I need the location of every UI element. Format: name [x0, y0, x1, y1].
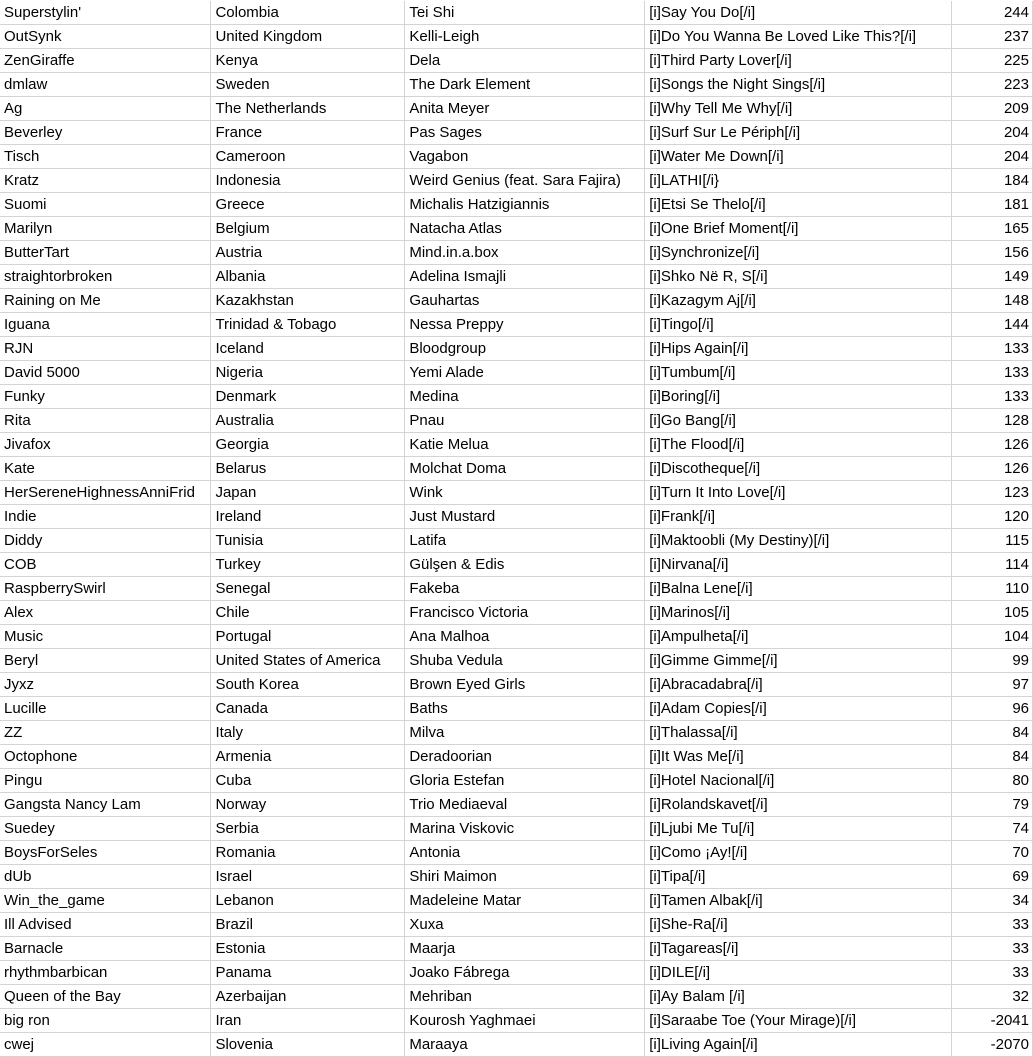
points-cell[interactable]: 144	[952, 313, 1033, 337]
table-row	[0, 49, 1033, 73]
song-cell[interactable]: [i]Surf Sur Le Périph[/i]	[645, 121, 952, 145]
table-row	[0, 337, 1033, 361]
artist-cell[interactable]: Mind.in.a.box	[405, 241, 645, 265]
artist-cell[interactable]: Tei Shi	[405, 1, 645, 25]
points-cell[interactable]: 225	[952, 49, 1033, 73]
country-cell[interactable]: Canada	[211, 697, 405, 721]
country-cell[interactable]: South Korea	[211, 673, 405, 697]
artist-cell[interactable]: Shuba Vedula	[405, 649, 645, 673]
country-cell[interactable]: United Kingdom	[211, 25, 405, 49]
table-row	[0, 649, 1033, 673]
points-cell[interactable]: 133	[952, 385, 1033, 409]
user-cell[interactable]: Tisch	[0, 145, 211, 169]
table-row	[0, 841, 1033, 865]
country-cell[interactable]: Tunisia	[211, 529, 405, 553]
table-row	[0, 889, 1033, 913]
points-cell[interactable]: 80	[952, 769, 1033, 793]
user-cell[interactable]: Indie	[0, 505, 211, 529]
points-cell[interactable]: 96	[952, 697, 1033, 721]
table-row	[0, 481, 1033, 505]
table-row	[0, 601, 1033, 625]
song-cell[interactable]: [i]Saraabe Toe (Your Mirage)[/i]	[645, 1009, 952, 1033]
points-cell[interactable]: 149	[952, 265, 1033, 289]
user-cell[interactable]: dUb	[0, 865, 211, 889]
country-cell[interactable]: Norway	[211, 793, 405, 817]
table-row	[0, 217, 1033, 241]
user-cell[interactable]: Win_the_game	[0, 889, 211, 913]
song-cell[interactable]: [i]Hips Again[/i]	[645, 337, 952, 361]
country-cell[interactable]: Belarus	[211, 457, 405, 481]
country-cell[interactable]: Brazil	[211, 913, 405, 937]
artist-cell[interactable]: Medina	[405, 385, 645, 409]
artist-cell[interactable]: Gloria Estefan	[405, 769, 645, 793]
artist-cell[interactable]: Ana Malhoa	[405, 625, 645, 649]
user-cell[interactable]: Music	[0, 625, 211, 649]
user-cell[interactable]: Suedey	[0, 817, 211, 841]
song-cell[interactable]: [i]Tagareas[/i]	[645, 937, 952, 961]
song-cell[interactable]: [i]Ljubi Me Tu[/i]	[645, 817, 952, 841]
artist-cell[interactable]: Pnau	[405, 409, 645, 433]
song-cell[interactable]: [i]Kazagym Aj[/i]	[645, 289, 952, 313]
country-cell[interactable]: Australia	[211, 409, 405, 433]
points-cell[interactable]: -2070	[952, 1033, 1033, 1057]
country-cell[interactable]: Panama	[211, 961, 405, 985]
points-cell[interactable]: 126	[952, 433, 1033, 457]
user-cell[interactable]: ZenGiraffe	[0, 49, 211, 73]
artist-cell[interactable]: Adelina Ismajli	[405, 265, 645, 289]
country-cell[interactable]: The Netherlands	[211, 97, 405, 121]
spreadsheet-body	[0, 1, 1033, 1057]
table-row	[0, 361, 1033, 385]
song-cell[interactable]: [i]LATHI[/i}	[645, 169, 952, 193]
artist-cell[interactable]: Francisco Victoria	[405, 601, 645, 625]
table-row	[0, 25, 1033, 49]
user-cell[interactable]: Pingu	[0, 769, 211, 793]
points-cell[interactable]: 223	[952, 73, 1033, 97]
user-cell[interactable]: Jivafox	[0, 433, 211, 457]
points-cell[interactable]: 79	[952, 793, 1033, 817]
country-cell[interactable]: Portugal	[211, 625, 405, 649]
song-cell[interactable]: [i]Nirvana[/i]	[645, 553, 952, 577]
table-row	[0, 1033, 1033, 1057]
artist-cell[interactable]: The Dark Element	[405, 73, 645, 97]
table-row	[0, 433, 1033, 457]
song-cell[interactable]: [i]The Flood[/i]	[645, 433, 952, 457]
table-row	[0, 985, 1033, 1009]
song-cell[interactable]: [i]Abracadabra[/i]	[645, 673, 952, 697]
country-cell[interactable]: Romania	[211, 841, 405, 865]
points-cell[interactable]: -2041	[952, 1009, 1033, 1033]
user-cell[interactable]: RJN	[0, 337, 211, 361]
points-cell[interactable]: 110	[952, 577, 1033, 601]
country-cell[interactable]: Lebanon	[211, 889, 405, 913]
song-cell[interactable]: [i]Rolandskavet[/i]	[645, 793, 952, 817]
country-cell[interactable]: Indonesia	[211, 169, 405, 193]
country-cell[interactable]: Austria	[211, 241, 405, 265]
song-cell[interactable]: [i]Songs the Night Sings[/i]	[645, 73, 952, 97]
artist-cell[interactable]: Baths	[405, 697, 645, 721]
country-cell[interactable]: Armenia	[211, 745, 405, 769]
country-cell[interactable]: Georgia	[211, 433, 405, 457]
song-cell[interactable]: [i]Maktoobli (My Destiny)[/i]	[645, 529, 952, 553]
table-row	[0, 121, 1033, 145]
artist-cell[interactable]: Shiri Maimon	[405, 865, 645, 889]
song-cell[interactable]: [i]Como ¡Ay![/i]	[645, 841, 952, 865]
user-cell[interactable]: rhythmbarbican	[0, 961, 211, 985]
user-cell[interactable]: BoysForSeles	[0, 841, 211, 865]
points-cell[interactable]: 115	[952, 529, 1033, 553]
table-row	[0, 673, 1033, 697]
table-row	[0, 913, 1033, 937]
country-cell[interactable]: Kazakhstan	[211, 289, 405, 313]
points-cell[interactable]: 105	[952, 601, 1033, 625]
country-cell[interactable]: Italy	[211, 721, 405, 745]
table-row	[0, 265, 1033, 289]
points-cell[interactable]: 114	[952, 553, 1033, 577]
user-cell[interactable]: Queen of the Bay	[0, 985, 211, 1009]
song-cell[interactable]: [i]She-Ra[/i]	[645, 913, 952, 937]
country-cell[interactable]: Slovenia	[211, 1033, 405, 1057]
artist-cell[interactable]: Brown Eyed Girls	[405, 673, 645, 697]
table-row	[0, 1, 1033, 25]
song-cell[interactable]: [i]Discotheque[/i]	[645, 457, 952, 481]
artist-cell[interactable]: Vagabon	[405, 145, 645, 169]
artist-cell[interactable]: Molchat Doma	[405, 457, 645, 481]
table-row	[0, 313, 1033, 337]
points-cell[interactable]: 70	[952, 841, 1033, 865]
table-row	[0, 961, 1033, 985]
points-cell[interactable]: 32	[952, 985, 1033, 1009]
user-cell[interactable]: straightorbroken	[0, 265, 211, 289]
country-cell[interactable]: Japan	[211, 481, 405, 505]
country-cell[interactable]: Denmark	[211, 385, 405, 409]
country-cell[interactable]: Albania	[211, 265, 405, 289]
user-cell[interactable]: Ill Advised	[0, 913, 211, 937]
country-cell[interactable]: Greece	[211, 193, 405, 217]
user-cell[interactable]: big ron	[0, 1009, 211, 1033]
song-cell[interactable]: [i]Ampulheta[/i]	[645, 625, 952, 649]
table-row	[0, 73, 1033, 97]
user-cell[interactable]: Jyxz	[0, 673, 211, 697]
table-row	[0, 865, 1033, 889]
artist-cell[interactable]: Trio Mediaeval	[405, 793, 645, 817]
user-cell[interactable]: cwej	[0, 1033, 211, 1057]
artist-cell[interactable]: Kourosh Yaghmaei	[405, 1009, 645, 1033]
artist-cell[interactable]: Dela	[405, 49, 645, 73]
song-cell[interactable]: [i]Water Me Down[/i]	[645, 145, 952, 169]
table-row	[0, 745, 1033, 769]
country-cell[interactable]: Israel	[211, 865, 405, 889]
points-cell[interactable]: 204	[952, 121, 1033, 145]
country-cell[interactable]: Serbia	[211, 817, 405, 841]
points-cell[interactable]: 33	[952, 937, 1033, 961]
artist-cell[interactable]: Antonia	[405, 841, 645, 865]
user-cell[interactable]: Alex	[0, 601, 211, 625]
table-row	[0, 505, 1033, 529]
country-cell[interactable]: Nigeria	[211, 361, 405, 385]
user-cell[interactable]: Barnacle	[0, 937, 211, 961]
points-cell[interactable]: 120	[952, 505, 1033, 529]
song-cell[interactable]: [i]Gimme Gimme[/i]	[645, 649, 952, 673]
country-cell[interactable]: Kenya	[211, 49, 405, 73]
points-cell[interactable]: 74	[952, 817, 1033, 841]
song-cell[interactable]: [i]Hotel Nacional[/i]	[645, 769, 952, 793]
artist-cell[interactable]: Gauhartas	[405, 289, 645, 313]
user-cell[interactable]: Ag	[0, 97, 211, 121]
artist-cell[interactable]: Mehriban	[405, 985, 645, 1009]
song-cell[interactable]: [i]It Was Me[/i]	[645, 745, 952, 769]
song-cell[interactable]: [i]Say You Do[/i]	[645, 1, 952, 25]
points-cell[interactable]: 34	[952, 889, 1033, 913]
song-cell[interactable]: [i]Ay Balam [/i]	[645, 985, 952, 1009]
user-cell[interactable]: ButterTart	[0, 241, 211, 265]
user-cell[interactable]: Rita	[0, 409, 211, 433]
points-cell[interactable]: 148	[952, 289, 1033, 313]
table-row	[0, 817, 1033, 841]
artist-cell[interactable]: Madeleine Matar	[405, 889, 645, 913]
points-cell[interactable]: 181	[952, 193, 1033, 217]
song-cell[interactable]: [i]Frank[/i]	[645, 505, 952, 529]
table-row	[0, 793, 1033, 817]
song-cell[interactable]: [i]Go Bang[/i]	[645, 409, 952, 433]
user-cell[interactable]: dmlaw	[0, 73, 211, 97]
song-cell[interactable]: [i]Synchronize[/i]	[645, 241, 952, 265]
artist-cell[interactable]: Xuxa	[405, 913, 645, 937]
artist-cell[interactable]: Yemi Alade	[405, 361, 645, 385]
song-cell[interactable]: [i]Etsi Se Thelo[/i]	[645, 193, 952, 217]
points-cell[interactable]: 156	[952, 241, 1033, 265]
artist-cell[interactable]: Pas Sages	[405, 121, 645, 145]
song-cell[interactable]: [i]Boring[/i]	[645, 385, 952, 409]
user-cell[interactable]: Beverley	[0, 121, 211, 145]
song-cell[interactable]: [i]One Brief Moment[/i]	[645, 217, 952, 241]
user-cell[interactable]: Funky	[0, 385, 211, 409]
points-cell[interactable]: 244	[952, 1, 1033, 25]
points-cell[interactable]: 126	[952, 457, 1033, 481]
artist-cell[interactable]: Kelli-Leigh	[405, 25, 645, 49]
country-cell[interactable]: France	[211, 121, 405, 145]
artist-cell[interactable]: Anita Meyer	[405, 97, 645, 121]
country-cell[interactable]: United States of America	[211, 649, 405, 673]
table-row	[0, 385, 1033, 409]
table-row	[0, 553, 1033, 577]
country-cell[interactable]: Colombia	[211, 1, 405, 25]
country-cell[interactable]: Azerbaijan	[211, 985, 405, 1009]
points-cell[interactable]: 84	[952, 745, 1033, 769]
user-cell[interactable]: OutSynk	[0, 25, 211, 49]
song-cell[interactable]: [i]Marinos[/i]	[645, 601, 952, 625]
song-cell[interactable]: [i]Balna Lene[/i]	[645, 577, 952, 601]
song-cell[interactable]: [i]Turn It Into Love[/i]	[645, 481, 952, 505]
points-cell[interactable]: 104	[952, 625, 1033, 649]
user-cell[interactable]: Kate	[0, 457, 211, 481]
country-cell[interactable]: Trinidad & Tobago	[211, 313, 405, 337]
artist-cell[interactable]: Wink	[405, 481, 645, 505]
artist-cell[interactable]: Joako Fábrega	[405, 961, 645, 985]
table-row	[0, 769, 1033, 793]
points-cell[interactable]: 165	[952, 217, 1033, 241]
table-row	[0, 409, 1033, 433]
table-row	[0, 625, 1033, 649]
points-cell[interactable]: 133	[952, 361, 1033, 385]
song-cell[interactable]: [i]Living Again[/i]	[645, 1033, 952, 1057]
user-cell[interactable]: Kratz	[0, 169, 211, 193]
points-cell[interactable]: 69	[952, 865, 1033, 889]
spreadsheet-grid	[0, 1, 1033, 1057]
points-cell[interactable]: 209	[952, 97, 1033, 121]
table-row	[0, 697, 1033, 721]
table-row	[0, 289, 1033, 313]
points-cell[interactable]: 237	[952, 25, 1033, 49]
points-cell[interactable]: 128	[952, 409, 1033, 433]
points-cell[interactable]: 33	[952, 913, 1033, 937]
points-cell[interactable]: 204	[952, 145, 1033, 169]
artist-cell[interactable]: Weird Genius (feat. Sara Fajira)	[405, 169, 645, 193]
table-row	[0, 145, 1033, 169]
song-cell[interactable]: [i]Adam Copies[/i]	[645, 697, 952, 721]
user-cell[interactable]: COB	[0, 553, 211, 577]
points-cell[interactable]: 33	[952, 961, 1033, 985]
song-cell[interactable]: [i]Do You Wanna Be Loved Like This?[/i]	[645, 25, 952, 49]
user-cell[interactable]: RaspberrySwirl	[0, 577, 211, 601]
song-cell[interactable]: [i]Tipa[/i]	[645, 865, 952, 889]
table-row	[0, 721, 1033, 745]
artist-cell[interactable]: Latifa	[405, 529, 645, 553]
artist-cell[interactable]: Nessa Preppy	[405, 313, 645, 337]
table-row	[0, 457, 1033, 481]
artist-cell[interactable]: Maarja	[405, 937, 645, 961]
song-cell[interactable]: [i]DILE[/i]	[645, 961, 952, 985]
user-cell[interactable]: Diddy	[0, 529, 211, 553]
country-cell[interactable]: Sweden	[211, 73, 405, 97]
user-cell[interactable]: Marilyn	[0, 217, 211, 241]
points-cell[interactable]: 184	[952, 169, 1033, 193]
user-cell[interactable]: Raining on Me	[0, 289, 211, 313]
artist-cell[interactable]: Michalis Hatzigiannis	[405, 193, 645, 217]
artist-cell[interactable]: Just Mustard	[405, 505, 645, 529]
points-cell[interactable]: 99	[952, 649, 1033, 673]
table-row	[0, 937, 1033, 961]
country-cell[interactable]: Chile	[211, 601, 405, 625]
table-row	[0, 241, 1033, 265]
country-cell[interactable]: Turkey	[211, 553, 405, 577]
song-cell[interactable]: [i]Thalassa[/i]	[645, 721, 952, 745]
user-cell[interactable]: ZZ	[0, 721, 211, 745]
country-cell[interactable]: Estonia	[211, 937, 405, 961]
user-cell[interactable]: HerSereneHighnessAnniFrid	[0, 481, 211, 505]
artist-cell[interactable]: Natacha Atlas	[405, 217, 645, 241]
user-cell[interactable]: David 5000	[0, 361, 211, 385]
artist-cell[interactable]: Gülşen & Edis	[405, 553, 645, 577]
artist-cell[interactable]: Milva	[405, 721, 645, 745]
song-cell[interactable]: [i]Tumbum[/i]	[645, 361, 952, 385]
user-cell[interactable]: Iguana	[0, 313, 211, 337]
country-cell[interactable]: Cameroon	[211, 145, 405, 169]
song-cell[interactable]: [i]Third Party Lover[/i]	[645, 49, 952, 73]
artist-cell[interactable]: Marina Viskovic	[405, 817, 645, 841]
table-row	[0, 577, 1033, 601]
table-row	[0, 1009, 1033, 1033]
country-cell[interactable]: Senegal	[211, 577, 405, 601]
points-cell[interactable]: 97	[952, 673, 1033, 697]
artist-cell[interactable]: Katie Melua	[405, 433, 645, 457]
user-cell[interactable]: Superstylin'	[0, 1, 211, 25]
artist-cell[interactable]: Fakeba	[405, 577, 645, 601]
user-cell[interactable]: Suomi	[0, 193, 211, 217]
song-cell[interactable]: [i]Shko Në R, S[/i]	[645, 265, 952, 289]
country-cell[interactable]: Iceland	[211, 337, 405, 361]
user-cell[interactable]: Beryl	[0, 649, 211, 673]
artist-cell[interactable]: Bloodgroup	[405, 337, 645, 361]
artist-cell[interactable]: Maraaya	[405, 1033, 645, 1057]
country-cell[interactable]: Cuba	[211, 769, 405, 793]
country-cell[interactable]: Iran	[211, 1009, 405, 1033]
points-cell[interactable]: 133	[952, 337, 1033, 361]
song-cell[interactable]: [i]Tingo[/i]	[645, 313, 952, 337]
country-cell[interactable]: Belgium	[211, 217, 405, 241]
table-row	[0, 193, 1033, 217]
song-cell[interactable]: [i]Why Tell Me Why[/i]	[645, 97, 952, 121]
table-row	[0, 169, 1033, 193]
country-cell[interactable]: Ireland	[211, 505, 405, 529]
points-cell[interactable]: 123	[952, 481, 1033, 505]
song-cell[interactable]: [i]Tamen Albak[/i]	[645, 889, 952, 913]
points-cell[interactable]: 84	[952, 721, 1033, 745]
table-row	[0, 97, 1033, 121]
user-cell[interactable]: Gangsta Nancy Lam	[0, 793, 211, 817]
user-cell[interactable]: Lucille	[0, 697, 211, 721]
table-row	[0, 529, 1033, 553]
artist-cell[interactable]: Deradoorian	[405, 745, 645, 769]
user-cell[interactable]: Octophone	[0, 745, 211, 769]
